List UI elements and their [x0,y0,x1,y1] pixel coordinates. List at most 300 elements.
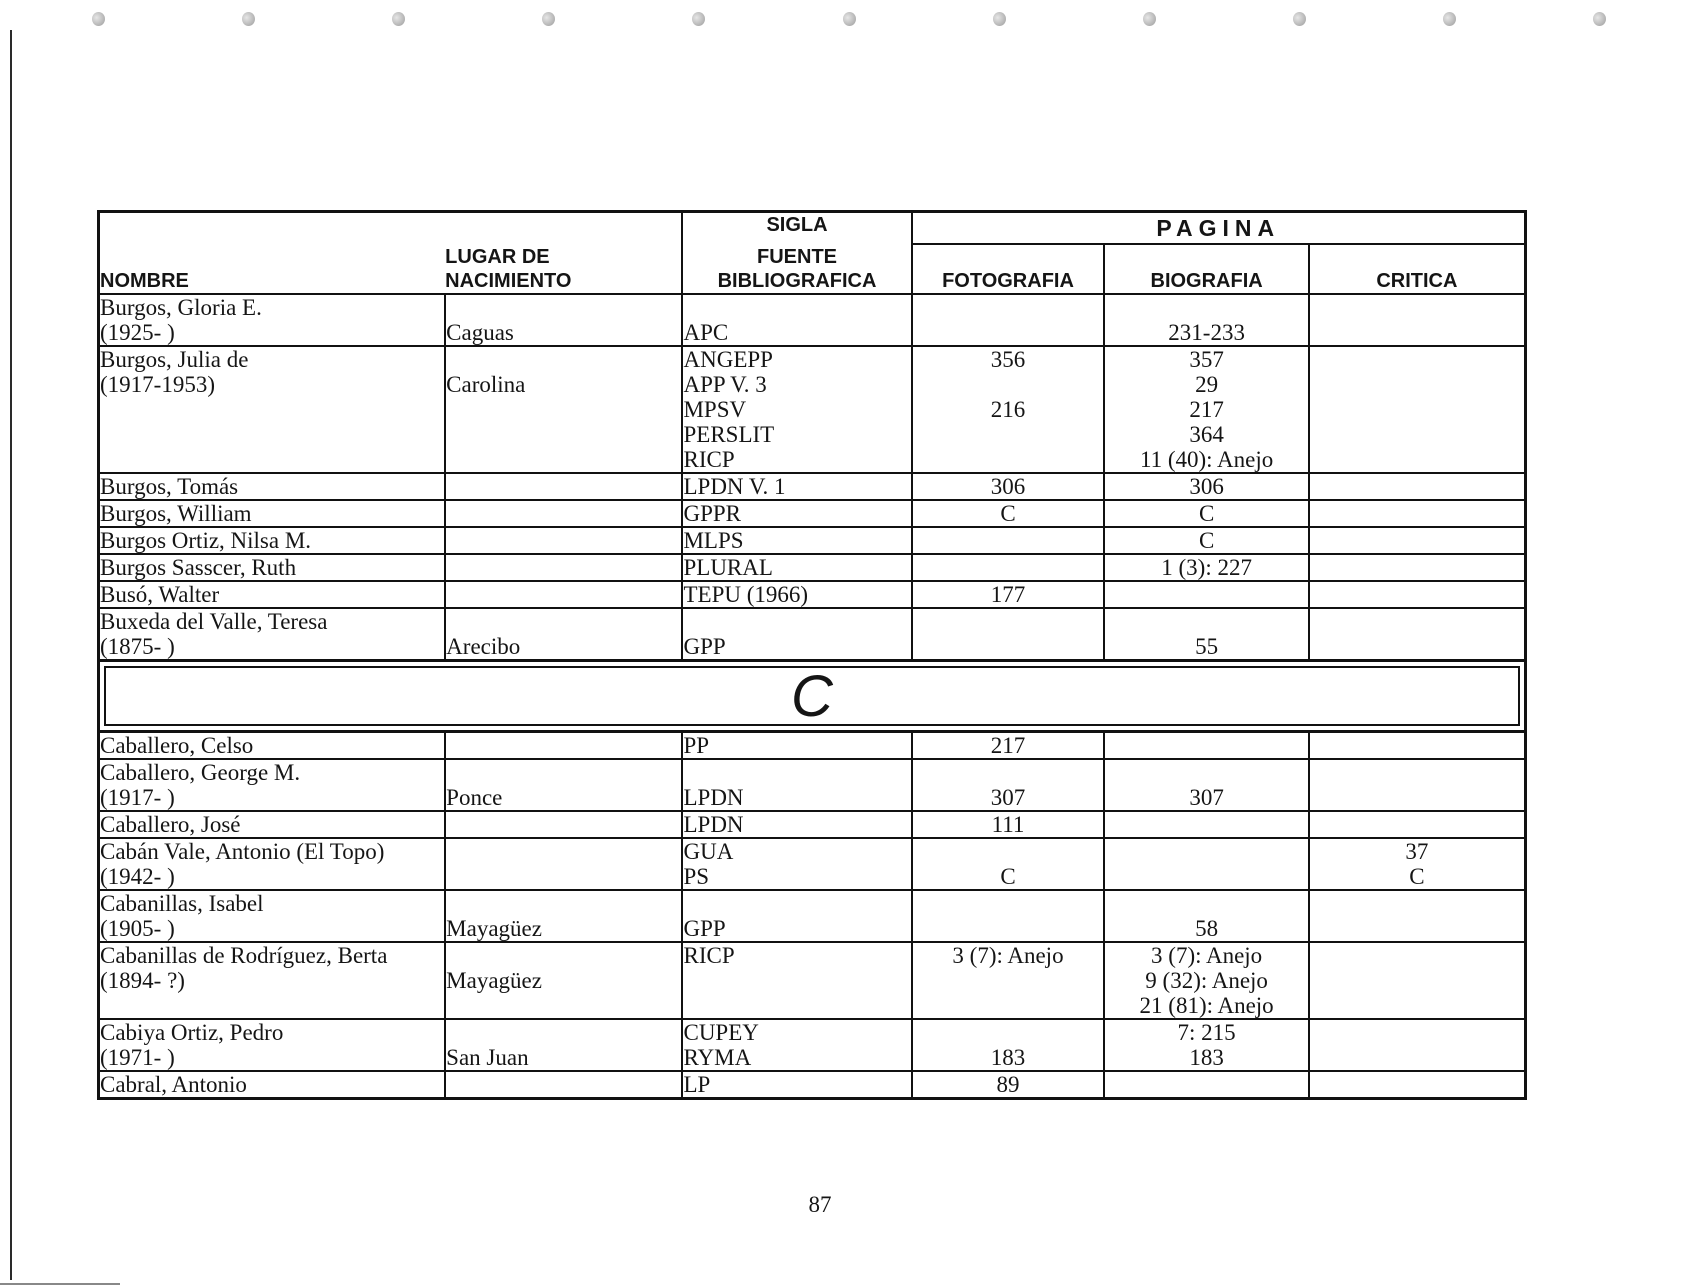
cell-line: 357 [1189,347,1224,372]
cell-line: C [1000,864,1016,889]
cell-line [1105,295,1307,320]
critica-cell [1309,608,1526,661]
cell-line: CUPEY [683,1020,759,1045]
cell-line [913,916,1104,941]
fotografia-cell [912,500,1105,527]
cell-line [1310,968,1524,993]
cell-line [1310,528,1524,553]
cell-line: Burgos, William [100,501,252,526]
cell-line [1105,839,1307,864]
cell-line: 217 [990,733,1026,758]
cell-line [1310,295,1524,320]
cell-line: Cabán Vale, Antonio (El Topo) [100,839,385,864]
cell-line: Caballero, George M. [100,760,301,785]
cell-line: Buxeda del Valle, Teresa [100,609,328,634]
binder-hole [242,12,255,26]
sigla-cell [682,942,911,1019]
binder-hole [1443,12,1456,26]
critica-cell [1309,554,1526,581]
name-cell [99,581,446,608]
cell-line: PP [683,733,710,758]
biografia-cell [1104,294,1308,346]
table-row [99,500,1526,527]
cell-line: Burgos, Tomás [100,474,239,499]
cell-line: (1894- ?) [100,968,185,993]
cell-line: Cabral, Antonio [100,1072,247,1097]
fotografia-cell [912,942,1105,1019]
cell-line [1105,733,1307,758]
cell-line: 183 [990,1045,1026,1070]
lugar-cell [445,608,682,661]
cell-line: RICP [683,943,735,968]
lugar-cell [445,890,682,942]
critica-cell [1309,346,1526,473]
cell-line: Burgos, Julia de [100,347,249,372]
binder-holes [0,8,1684,38]
table-row [99,732,1526,760]
binder-hole [1143,12,1156,26]
table-row [99,890,1526,942]
fotografia-cell [912,890,1105,942]
cell-line: Burgos Ortiz, Nilsa M. [100,528,312,553]
cell-line [446,839,681,864]
lugar-cell [445,473,682,500]
cell-line [446,891,681,916]
table-row [99,473,1526,500]
critica-cell [1309,581,1526,608]
lugar-cell [445,1019,682,1071]
lugar-cell [445,811,682,838]
cell-line [913,1020,1104,1045]
cell-line [913,634,1104,659]
fotografia-cell [912,473,1105,500]
cell-line [913,609,1104,634]
fotografia-cell [912,759,1105,811]
cell-line [1310,501,1524,526]
cell-line: Caguas [446,320,514,345]
cell-line: (1917- ) [100,785,175,810]
sigla-cell [682,527,911,554]
biografia-cell [1104,554,1308,581]
cell-line: (1905- ) [100,916,175,941]
sigla-cell [682,581,911,608]
header-sigla: SIGLA FUENTE BIBLIOGRAFICA [682,212,911,295]
name-cell [99,608,446,661]
biografia-cell [1104,890,1308,942]
name-cell [99,527,446,554]
cell-line [913,295,1104,320]
fotografia-cell [912,608,1105,661]
cell-line [1310,347,1524,372]
sigla-cell [682,838,911,890]
cell-line [1310,555,1524,580]
name-cell [99,1019,446,1071]
cell-line [1105,582,1307,607]
fotografia-cell [912,811,1105,838]
cell-line [1310,422,1524,447]
cell-line [446,609,681,634]
sigla-cell [682,732,911,760]
cell-line: 177 [990,582,1026,607]
header-critica: CRITICA [1309,244,1526,294]
critica-cell [1309,1019,1526,1071]
name-cell [99,346,446,473]
cell-line: Burgos Sasscer, Ruth [100,555,297,580]
lugar-cell [445,1071,682,1099]
binder-hole [1293,12,1306,26]
cell-line: PLURAL [683,555,773,580]
cell-line [1105,1072,1307,1097]
cell-line [1310,447,1524,472]
binder-hole [542,12,555,26]
sigla-cell [682,346,911,473]
cell-line [1310,1072,1524,1097]
fotografia-cell [912,838,1105,890]
critica-cell [1309,527,1526,554]
lugar-cell [445,942,682,1019]
cell-line: 58 [1195,916,1219,941]
binder-hole [692,12,705,26]
cell-line [683,993,910,1018]
cell-line [1310,993,1524,1018]
lugar-cell [445,500,682,527]
cell-line [913,528,1104,553]
cell-line: 55 [1195,634,1219,659]
biografia-cell [1104,473,1308,500]
cell-line [1310,474,1524,499]
cell-line [446,422,681,447]
cell-line [446,812,681,837]
biografia-cell [1104,581,1308,608]
name-cell [99,942,446,1019]
sigla-cell [682,1071,911,1099]
cell-line [1310,891,1524,916]
cell-line: Caballero, José [100,812,241,837]
cell-line [1310,1020,1524,1045]
cell-line [1310,397,1524,422]
cell-line: 306 [1189,474,1224,499]
name-cell [99,890,446,942]
cell-line: Mayagüez [446,968,542,993]
cell-line [1310,760,1524,785]
binder-hole [392,12,405,26]
cell-line: APP V. 3 [683,372,767,397]
lugar-cell [445,759,682,811]
cell-line: MLPS [683,528,744,553]
cell-line: Carolina [446,372,526,397]
cell-line: Mayagüez [446,916,542,941]
cell-line [1310,320,1524,345]
binder-hole [92,12,105,26]
cell-line [1105,864,1307,889]
cell-line: LPDN [683,812,744,837]
cell-line [446,1020,681,1045]
critica-cell [1309,942,1526,1019]
header-nombre: NOMBRE [99,212,446,295]
binder-hole [843,12,856,26]
table-row [99,608,1526,661]
cell-line [446,295,681,320]
lugar-cell [445,732,682,760]
cell-line [1105,891,1307,916]
cell-line: PERSLIT [683,422,775,447]
cell-line [1310,609,1524,634]
cell-line: 37 [1405,839,1429,864]
cell-line: 29 [1195,372,1219,397]
sigla-cell [682,1019,911,1071]
cell-line [1105,760,1307,785]
sigla-cell [682,554,911,581]
name-cell [99,500,446,527]
cell-line [913,891,1104,916]
cell-line: RYMA [683,1045,752,1070]
cell-line: C [1000,501,1016,526]
section-divider [99,661,1526,732]
cell-line [913,839,1104,864]
table-row [99,838,1526,890]
cell-line: 307 [1189,785,1224,810]
cell-line [100,993,444,1018]
cell-line: GUA [683,839,734,864]
fotografia-cell [912,294,1105,346]
cell-line: (1942- ) [100,864,175,889]
name-cell [99,1071,446,1099]
cell-line [446,528,681,553]
name-cell [99,473,446,500]
cell-line: LPDN [683,785,744,810]
lugar-cell [445,346,682,473]
cell-line [1310,916,1524,941]
cell-line: GPP [683,916,726,941]
sigla-cell [682,890,911,942]
fotografia-cell [912,346,1105,473]
cell-line: Cabanillas, Isabel [100,891,264,916]
name-cell [99,732,446,760]
sigla-cell [682,294,911,346]
critica-cell [1309,473,1526,500]
cell-line: GPPR [683,501,742,526]
entries-b [99,294,1526,661]
cell-line: 7: 215 [1177,1020,1236,1045]
biografia-cell [1104,732,1308,760]
cell-line: MPSV [683,397,747,422]
cell-line: 21 (81): Anejo [1139,993,1274,1018]
cell-line: TEPU (1966) [683,582,809,607]
cell-line: (1925- ) [100,320,175,345]
critica-cell [1309,1071,1526,1099]
cell-line: PS [683,864,710,889]
biografia-cell [1104,942,1308,1019]
cell-line [683,760,910,785]
cell-line [1105,609,1307,634]
table-row [99,527,1526,554]
fotografia-cell [912,1019,1105,1071]
index-table [97,210,1527,1100]
sigla-cell [682,473,911,500]
biografia-cell [1104,1019,1308,1071]
cell-line [913,968,1104,993]
cell-line: ANGEPP [683,347,773,372]
fotografia-cell [912,581,1105,608]
critica-cell [1309,890,1526,942]
cell-line [913,320,1104,345]
cell-line [913,555,1104,580]
biografia-cell [1104,838,1308,890]
cell-line: GPP [683,634,726,659]
cell-line [683,609,910,634]
cell-line [100,397,444,422]
cell-line: C [1409,864,1425,889]
page-number: 87 [808,1192,832,1217]
cell-line: 307 [990,785,1026,810]
cell-line: 364 [1189,422,1224,447]
cell-line: (1971- ) [100,1045,175,1070]
critica-cell [1309,294,1526,346]
fotografia-cell [912,732,1105,760]
cell-line: 216 [990,397,1026,422]
table-row [99,554,1526,581]
table-row [99,581,1526,608]
cell-line [446,397,681,422]
table-row [99,1071,1526,1099]
cell-line: 111 [991,812,1025,837]
cell-line [446,993,681,1018]
cell-line: Burgos, Gloria E. [100,295,262,320]
cell-line [100,422,444,447]
binder-hole [993,12,1006,26]
cell-line: APC [683,320,729,345]
cell-line: Cabanillas de Rodríguez, Berta [100,943,388,968]
lugar-cell [445,838,682,890]
cell-line: Busó, Walter [100,582,220,607]
cell-line: C [1198,528,1215,553]
cell-line [446,760,681,785]
table-row [99,811,1526,838]
fotografia-cell [912,554,1105,581]
cell-line [446,447,681,472]
cell-line [913,760,1104,785]
name-cell [99,811,446,838]
name-cell [99,759,446,811]
cell-line [1310,634,1524,659]
cell-line: 183 [1189,1045,1224,1070]
cell-line [446,501,681,526]
cell-line: 356 [990,347,1026,372]
table-row [99,1019,1526,1071]
entries-c [99,732,1526,1099]
cell-line [913,422,1104,447]
biografia-cell [1104,346,1308,473]
cell-line [1310,582,1524,607]
critica-cell [1309,838,1526,890]
biografia-cell [1104,759,1308,811]
cell-line [683,891,910,916]
biografia-cell [1104,500,1308,527]
sigla-cell [682,608,911,661]
cell-line [1310,1045,1524,1070]
cell-line [446,347,681,372]
critica-cell [1309,500,1526,527]
cell-line: Caballero, Celso [100,733,254,758]
cell-line [446,733,681,758]
cell-line [913,447,1104,472]
lugar-cell [445,527,682,554]
page-edge-rule [10,30,12,1280]
section-letter: C [99,661,1526,732]
cell-line [913,993,1104,1018]
sigla-cell [682,811,911,838]
cell-line: San Juan [446,1045,529,1070]
binder-hole [1593,12,1606,26]
cell-line [1310,733,1524,758]
cell-line: 3 (7): Anejo [952,943,1064,968]
table-row [99,346,1526,473]
cell-line [1310,785,1524,810]
cell-line: C [1198,501,1215,526]
cell-line [913,372,1104,397]
cell-line: 306 [990,474,1026,499]
cell-line [446,864,681,889]
critica-cell [1309,732,1526,760]
biografia-cell [1104,811,1308,838]
header-lugar: LUGAR DE NACIMIENTO [445,212,682,295]
cell-line: 89 [996,1072,1020,1097]
cell-line: LP [683,1072,711,1097]
cell-line [446,1072,681,1097]
sigla-cell [682,500,911,527]
header-biografia: BIOGRAFIA [1104,244,1308,294]
cell-line [446,943,681,968]
lugar-cell [445,581,682,608]
cell-line [446,555,681,580]
cell-line: Cabiya Ortiz, Pedro [100,1020,284,1045]
cell-line [1310,372,1524,397]
cell-line: RICP [683,447,735,472]
table-row [99,942,1526,1019]
biografia-cell [1104,1071,1308,1099]
cell-line [683,295,910,320]
table-row [99,759,1526,811]
cell-line: Ponce [446,785,503,810]
cell-line [1310,943,1524,968]
cell-line: 11 (40): Anejo [1139,447,1274,472]
cell-line [446,582,681,607]
cell-line [1310,812,1524,837]
cell-line: 1 (3): 227 [1161,555,1252,580]
cell-line: (1875- ) [100,634,175,659]
header-fotografia: FOTOGRAFIA [912,244,1105,294]
cell-line: Arecibo [446,634,521,659]
lugar-cell [445,294,682,346]
cell-line: (1917-1953) [100,372,215,397]
cell-line: 3 (7): Anejo [1151,943,1263,968]
header-pagina: PAGINA [912,212,1526,245]
table-row [99,294,1526,346]
cell-line: 231-233 [1168,320,1245,345]
cell-line [1105,812,1307,837]
cell-line [683,968,910,993]
name-cell [99,838,446,890]
name-cell [99,294,446,346]
cell-line [446,474,681,499]
lugar-cell [445,554,682,581]
cell-line: 9 (32): Anejo [1145,968,1268,993]
fotografia-cell [912,1071,1105,1099]
critica-cell [1309,811,1526,838]
name-cell [99,554,446,581]
cell-line: 217 [1189,397,1224,422]
biografia-cell [1104,527,1308,554]
